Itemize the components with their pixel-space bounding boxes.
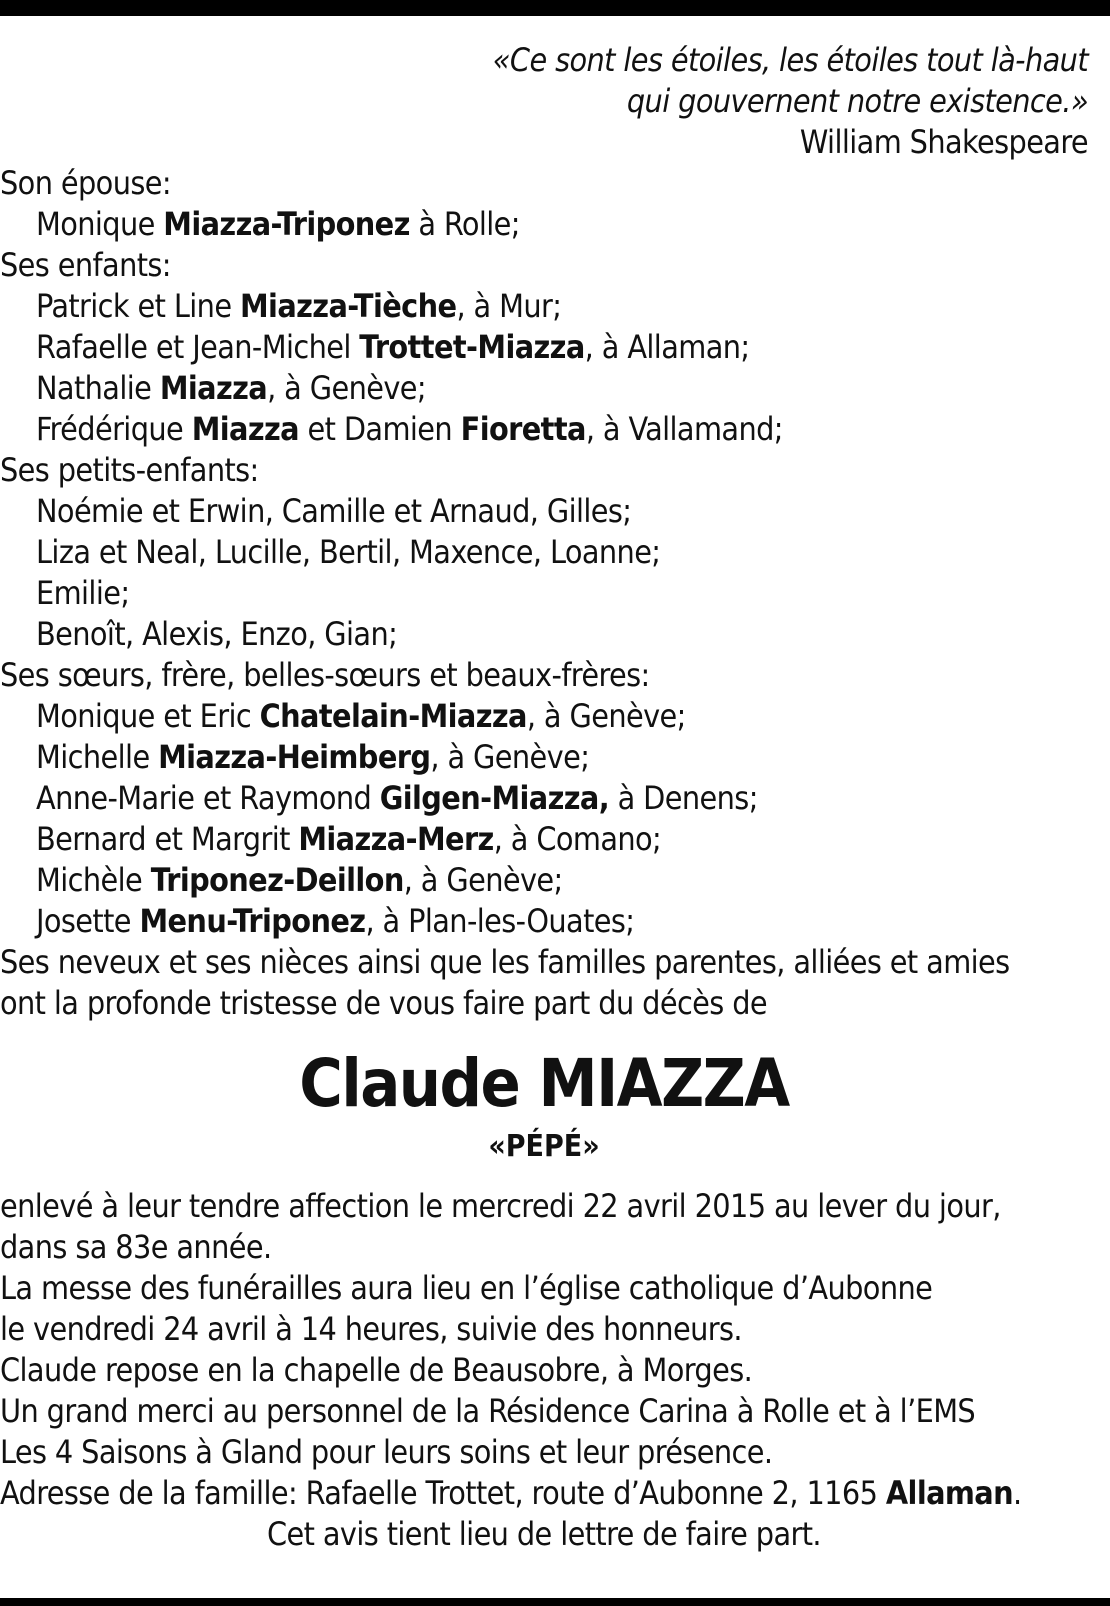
relatives-line-1: Ses neveux et ses nièces ainsi que les familles parentes, alliées et amies: [0, 943, 1010, 981]
entry-location: à Rolle;: [409, 205, 520, 243]
entry-surname: Chatelain-Miazza: [259, 697, 527, 735]
details-line-2: dans sa 83e année.: [0, 1228, 272, 1266]
entry-surname: Trottet-Miazza: [359, 328, 585, 366]
quote-author: William Shakespeare: [799, 123, 1088, 161]
thanks-line-2: Les 4 Saisons à Gland pour leurs soins et leur présence.: [0, 1433, 773, 1471]
address-text: Adresse de la famille: Rafaelle Trottet, route d’Aubonne 2, 1165: [0, 1474, 886, 1512]
sibling-entry: [0, 819, 1088, 860]
address-city: Allaman: [885, 1474, 1014, 1512]
grandchildren-entry: Noémie et Erwin, Camille et Arnaud, Gilles;: [36, 492, 632, 530]
grandchildren-entry: Liza et Neal, Lucille, Bertil, Maxence, Loanne;: [36, 533, 661, 571]
closing-note: Cet avis tient lieu de lettre de faire part.: [267, 1515, 821, 1553]
sibling-entry: [0, 901, 1088, 942]
quote-line-1: «Ce sont les étoiles, les étoiles tout là-haut: [492, 41, 1088, 79]
family-address: [0, 1473, 1088, 1514]
entry-location: , à Genève;: [526, 697, 686, 735]
top-border-rule: [0, 0, 1110, 16]
entry-surname: Triponez-Deillon: [150, 861, 404, 899]
entry-surname: Miazza-Triponez: [163, 205, 410, 243]
deceased-name: Claude MIAZZA: [299, 1045, 789, 1122]
obituary-notice: [0, 40, 1088, 1555]
sibling-entry: [0, 778, 1088, 819]
funeral-line-2: le vendredi 24 avril à 14 heures, suivie des honneurs.: [0, 1310, 742, 1348]
entry-surname: Gilgen-Miazza,: [379, 779, 610, 817]
sibling-entry: [0, 860, 1088, 901]
entry-location: , à Vallamand;: [585, 410, 783, 448]
entry-first-names: Michèle: [36, 861, 151, 899]
entry-location: , à Plan-les-Ouates;: [365, 902, 635, 940]
entry-location: , à Mur;: [456, 287, 562, 325]
siblings-label: Ses sœurs, frère, belles-sœurs et beaux-frères:: [0, 656, 650, 694]
entry-first-names: Bernard et Margrit: [36, 820, 299, 858]
child-entry: [0, 286, 1088, 327]
details-line-1: enlevé à leur tendre affection le mercredi 22 avril 2015 au lever du jour,: [0, 1187, 1001, 1225]
entry-partner-surname: Fioretta: [460, 410, 586, 448]
sibling-entry: [0, 737, 1088, 778]
entry-first-names: Nathalie: [36, 369, 160, 407]
grandchildren-label: Ses petits-enfants:: [0, 451, 259, 489]
spouse-label: Son épouse:: [0, 164, 171, 202]
sibling-entry: [0, 696, 1088, 737]
entry-surname: Miazza-Merz: [298, 820, 494, 858]
entry-location: , à Genève;: [403, 861, 563, 899]
funeral-line-1: La messe des funérailles aura lieu en l’église catholique d’Aubonne: [0, 1269, 933, 1307]
spouse-entry: [0, 204, 1088, 245]
entry-location: , à Allaman;: [584, 328, 750, 366]
deceased-nickname: «PÉPÉ»: [488, 1129, 600, 1164]
entry-location: à Denens;: [609, 779, 758, 817]
child-entry: [0, 368, 1088, 409]
relatives-line-2: ont la profonde tristesse de vous faire part du décès de: [0, 984, 768, 1022]
quote-line-2: qui gouvernent notre existence.»: [626, 82, 1088, 120]
entry-location: , à Genève;: [267, 369, 426, 407]
entry-first-names: Josette: [36, 902, 140, 940]
bottom-border-rule: [0, 1598, 1110, 1606]
address-end: .: [1013, 1474, 1022, 1512]
entry-first-names: Monique et Eric: [36, 697, 260, 735]
child-entry: [0, 327, 1088, 368]
entry-first-names: Patrick et Line: [36, 287, 240, 325]
entry-surname: Miazza-Heimberg: [158, 738, 431, 776]
entry-first-names: Anne-Marie et Raymond: [36, 779, 380, 817]
entry-first-names: Monique: [36, 205, 164, 243]
children-label: Ses enfants:: [0, 246, 171, 284]
entry-surname: Miazza-Tièche: [240, 287, 457, 325]
entry-location: , à Comano;: [493, 820, 662, 858]
thanks-line-1: Un grand merci au personnel de la Résidence Carina à Rolle et à l’EMS: [0, 1392, 976, 1430]
entry-first-names: Rafaelle et Jean-Michel: [36, 328, 360, 366]
repose-line: Claude repose en la chapelle de Beausobre, à Morges.: [0, 1351, 753, 1389]
entry-location: , à Genève;: [430, 738, 590, 776]
grandchildren-entry: Emilie;: [36, 574, 130, 612]
entry-first-names: Michelle: [36, 738, 159, 776]
entry-surname: Miazza: [191, 410, 299, 448]
entry-surname: Miazza: [159, 369, 268, 407]
grandchildren-entry: Benoît, Alexis, Enzo, Gian;: [36, 615, 398, 653]
entry-first-names: Frédérique: [36, 410, 192, 448]
child-entry: [0, 409, 1088, 450]
entry-surname: Menu-Triponez: [139, 902, 366, 940]
entry-partner-names: et Damien: [298, 410, 461, 448]
